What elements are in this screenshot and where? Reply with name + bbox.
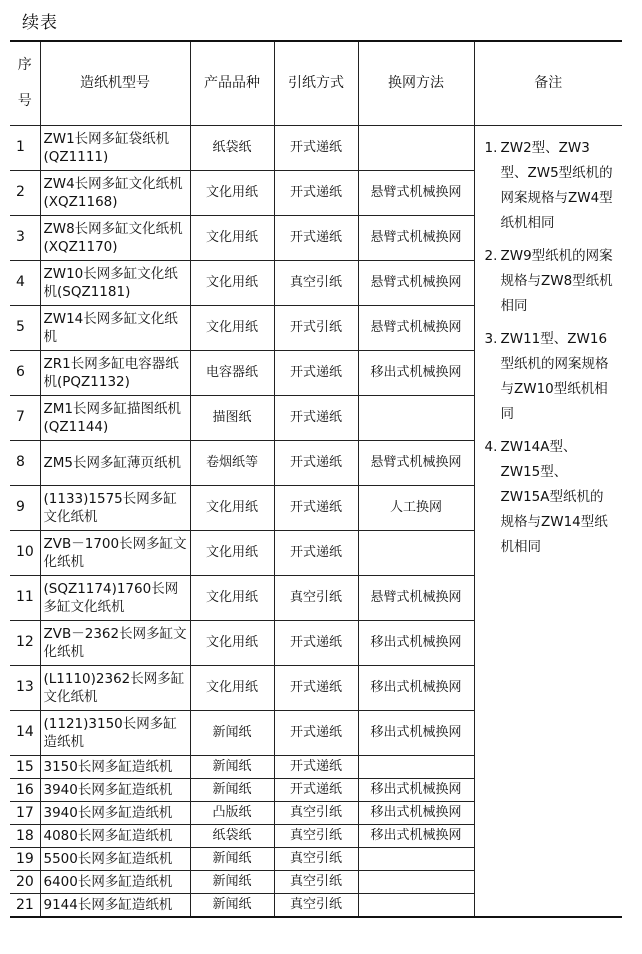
row-change: 移出式机械换网 xyxy=(358,801,474,824)
row-change: 移出式机械换网 xyxy=(358,778,474,801)
row-model: 4080长网多缸造纸机 xyxy=(40,824,190,847)
row-change xyxy=(358,395,474,440)
row-change: 悬臂式机械换网 xyxy=(358,305,474,350)
note-text: ZW14A型、ZW15型、ZW15A型纸机的规格与ZW14型纸机相同 xyxy=(500,438,608,555)
row-feed: 开式递纸 xyxy=(274,710,358,755)
row-change: 悬臂式机械换网 xyxy=(358,170,474,215)
row-index: 13 xyxy=(10,665,40,710)
row-feed: 开式递纸 xyxy=(274,778,358,801)
row-change: 人工换网 xyxy=(358,485,474,530)
note-text: ZW2型、ZW3型、ZW5型纸机的网案规格与ZW4型纸机相同 xyxy=(500,139,613,231)
row-feed: 开式递纸 xyxy=(274,395,358,440)
row-model: ZW10长网多缸文化纸机(SQZ1181) xyxy=(40,260,190,305)
row-product: 电容器纸 xyxy=(190,350,274,395)
row-model: ZVB－1700长网多缸文化纸机 xyxy=(40,530,190,575)
row-index: 5 xyxy=(10,305,40,350)
note-item xyxy=(485,136,617,236)
row-product: 描图纸 xyxy=(190,395,274,440)
row-model: ZR1长网多缸电容器纸机(PQZ1132) xyxy=(40,350,190,395)
row-index: 9 xyxy=(10,485,40,530)
row-index: 18 xyxy=(10,824,40,847)
header-product: 产品品种 xyxy=(190,41,274,125)
row-model: 6400长网多缸造纸机 xyxy=(40,870,190,893)
row-index: 6 xyxy=(10,350,40,395)
row-model: 3150长网多缸造纸机 xyxy=(40,755,190,778)
row-index: 8 xyxy=(10,440,40,485)
row-model: 3940长网多缸造纸机 xyxy=(40,801,190,824)
row-model: 5500长网多缸造纸机 xyxy=(40,847,190,870)
row-index: 16 xyxy=(10,778,40,801)
note-item xyxy=(485,435,617,560)
row-model: (1133)1575长网多缸文化纸机 xyxy=(40,485,190,530)
row-feed: 真空引纸 xyxy=(274,870,358,893)
row-change xyxy=(358,530,474,575)
row-product: 文化用纸 xyxy=(190,170,274,215)
header-notes: 备注 xyxy=(474,41,622,125)
row-feed: 开式递纸 xyxy=(274,485,358,530)
row-product: 纸袋纸 xyxy=(190,125,274,170)
row-change: 移出式机械换网 xyxy=(358,350,474,395)
row-change: 移出式机械换网 xyxy=(358,824,474,847)
row-model: 9144长网多缸造纸机 xyxy=(40,893,190,917)
row-product: 文化用纸 xyxy=(190,620,274,665)
row-product: 纸袋纸 xyxy=(190,824,274,847)
row-product: 新闻纸 xyxy=(190,893,274,917)
row-index: 10 xyxy=(10,530,40,575)
row-feed: 真空引纸 xyxy=(274,893,358,917)
row-feed: 开式递纸 xyxy=(274,530,358,575)
row-feed: 开式递纸 xyxy=(274,665,358,710)
note-item xyxy=(485,244,617,319)
header-index: 序号 xyxy=(10,41,40,125)
note-number: 1. xyxy=(484,139,498,156)
note-text: ZW11型、ZW16型纸机的网案规格与ZW10型纸机相同 xyxy=(500,330,609,422)
row-change xyxy=(358,847,474,870)
row-index: 20 xyxy=(10,870,40,893)
row-feed: 开式递纸 xyxy=(274,440,358,485)
row-product: 文化用纸 xyxy=(190,485,274,530)
row-product: 卷烟纸等 xyxy=(190,440,274,485)
row-change: 悬臂式机械换网 xyxy=(358,440,474,485)
row-product: 新闻纸 xyxy=(190,847,274,870)
notes-cell xyxy=(474,125,622,917)
row-change: 移出式机械换网 xyxy=(358,710,474,755)
row-feed: 开式递纸 xyxy=(274,350,358,395)
header-model: 造纸机型号 xyxy=(40,41,190,125)
row-index: 4 xyxy=(10,260,40,305)
row-index: 7 xyxy=(10,395,40,440)
row-change xyxy=(358,125,474,170)
row-model: ZW1长网多缸袋纸机(QZ1111) xyxy=(40,125,190,170)
row-index: 21 xyxy=(10,893,40,917)
row-feed: 真空引纸 xyxy=(274,260,358,305)
row-product: 文化用纸 xyxy=(190,215,274,260)
row-feed: 开式递纸 xyxy=(274,620,358,665)
row-model: ZW14长网多缸文化纸机 xyxy=(40,305,190,350)
row-product: 新闻纸 xyxy=(190,778,274,801)
note-number: 3. xyxy=(484,330,498,347)
note-text: ZW9型纸机的网案规格与ZW8型纸机相同 xyxy=(500,247,613,314)
row-change xyxy=(358,870,474,893)
row-model: ZM1长网多缸描图纸机(QZ1144) xyxy=(40,395,190,440)
row-product: 凸版纸 xyxy=(190,801,274,824)
row-change xyxy=(358,755,474,778)
row-feed: 开式递纸 xyxy=(274,125,358,170)
row-change: 移出式机械换网 xyxy=(358,620,474,665)
row-feed: 真空引纸 xyxy=(274,575,358,620)
row-feed: 开式递纸 xyxy=(274,170,358,215)
row-model: ZVB－2362长网多缸文化纸机 xyxy=(40,620,190,665)
row-feed: 真空引纸 xyxy=(274,847,358,870)
header-change: 换网方法 xyxy=(358,41,474,125)
row-product: 文化用纸 xyxy=(190,305,274,350)
row-feed: 真空引纸 xyxy=(274,801,358,824)
table-row xyxy=(10,125,622,170)
row-model: ZM5长网多缸薄页纸机 xyxy=(40,440,190,485)
row-model: 3940长网多缸造纸机 xyxy=(40,778,190,801)
row-model: (1121)3150长网多缸造纸机 xyxy=(40,710,190,755)
row-index: 12 xyxy=(10,620,40,665)
row-product: 文化用纸 xyxy=(190,260,274,305)
row-feed: 开式递纸 xyxy=(274,215,358,260)
row-model: (L1110)2362长网多缸文化纸机 xyxy=(40,665,190,710)
row-product: 新闻纸 xyxy=(190,710,274,755)
row-index: 1 xyxy=(10,125,40,170)
row-index: 3 xyxy=(10,215,40,260)
row-change: 悬臂式机械换网 xyxy=(358,260,474,305)
row-index: 17 xyxy=(10,801,40,824)
row-change xyxy=(358,893,474,917)
row-feed: 开式引纸 xyxy=(274,305,358,350)
row-index: 2 xyxy=(10,170,40,215)
note-number: 4. xyxy=(484,438,498,455)
row-feed: 真空引纸 xyxy=(274,824,358,847)
table-caption: 续表 xyxy=(22,13,58,33)
row-product: 新闻纸 xyxy=(190,755,274,778)
row-product: 文化用纸 xyxy=(190,530,274,575)
row-index: 15 xyxy=(10,755,40,778)
row-index: 19 xyxy=(10,847,40,870)
row-index: 11 xyxy=(10,575,40,620)
row-change: 悬臂式机械换网 xyxy=(358,215,474,260)
note-item xyxy=(485,327,617,427)
row-feed: 开式递纸 xyxy=(274,755,358,778)
row-model: ZW8长网多缸文化纸机(XQZ1170) xyxy=(40,215,190,260)
row-product: 新闻纸 xyxy=(190,870,274,893)
paper-machine-table xyxy=(10,40,622,918)
row-product: 文化用纸 xyxy=(190,665,274,710)
row-product: 文化用纸 xyxy=(190,575,274,620)
table-body xyxy=(10,125,622,917)
row-index: 14 xyxy=(10,710,40,755)
row-model: (SQZ1174)1760长网多缸文化纸机 xyxy=(40,575,190,620)
note-number: 2. xyxy=(484,247,498,264)
header-feed: 引纸方式 xyxy=(274,41,358,125)
row-change: 悬臂式机械换网 xyxy=(358,575,474,620)
row-model: ZW4长网多缸文化纸机(XQZ1168) xyxy=(40,170,190,215)
row-change: 移出式机械换网 xyxy=(358,665,474,710)
